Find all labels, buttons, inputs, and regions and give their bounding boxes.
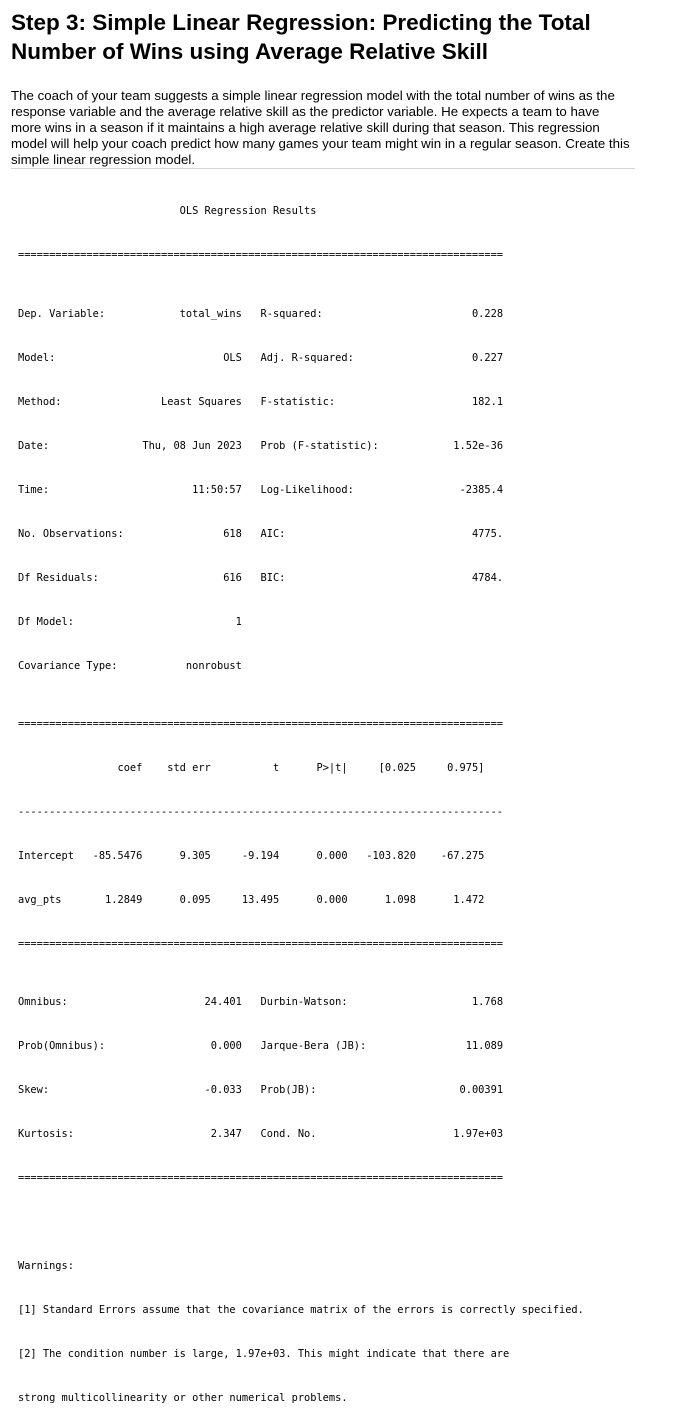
- diagnostic-row: [18, 1127, 584, 1142]
- info-value: total_wins: [142, 307, 242, 320]
- info-label: Date:: [18, 439, 143, 452]
- info-label: No. Observations:: [18, 527, 143, 540]
- info-label: Log-Likelihood:: [260, 483, 385, 496]
- coef-value: 0.000: [279, 849, 348, 862]
- double-rule: ==============================================================================: [18, 937, 504, 950]
- diag-value: -0.033: [142, 1084, 242, 1097]
- info-label: F-statistic:: [260, 395, 385, 408]
- diag-label: Jarque-Bera (JB):: [260, 1040, 385, 1053]
- info-label: R-squared:: [260, 307, 385, 320]
- diagnostic-row: [18, 995, 584, 1010]
- coef-value: 9.305: [142, 849, 211, 862]
- diag-label: Prob(Omnibus):: [18, 1040, 143, 1053]
- info-value: 4784.: [384, 571, 504, 584]
- coef-value: -67.275: [416, 849, 485, 862]
- info-value: 1: [142, 615, 242, 628]
- intro-paragraph: The coach of your team suggests a simple linear regression model with the total number of wins as the response variable and the average relative skill as the predictor variable. He expects a team to have more wins in a season if it maintains a high average relative skill during that season. This regression model will help your coach predict how many games your team might win in a regular season. Create this simple linear regression model.: [11, 88, 630, 168]
- info-label: Time:: [18, 483, 143, 496]
- coef-value: -85.5476: [80, 849, 143, 862]
- output-title: OLS Regression Results: [179, 205, 317, 218]
- info-value: 11:50:57: [142, 483, 242, 496]
- coef-value: 1.2849: [80, 893, 143, 906]
- info-value: Least Squares: [142, 395, 242, 408]
- coef-row: [18, 849, 584, 864]
- coef-row-name: Intercept: [18, 849, 81, 862]
- info-value: 182.1: [384, 395, 504, 408]
- info-value: OLS: [142, 351, 242, 364]
- diag-value: 0.000: [142, 1040, 242, 1053]
- info-value: 616: [142, 571, 242, 584]
- double-rule: ==============================================================================: [18, 1172, 504, 1185]
- info-value: 0.228: [384, 307, 504, 320]
- info-value: 1.52e-36: [384, 439, 504, 452]
- diag-label: Kurtosis:: [18, 1128, 143, 1141]
- coef-value: -103.820: [347, 849, 416, 862]
- diag-value: 11.089: [384, 1040, 504, 1053]
- diagnostic-row: [18, 1083, 584, 1098]
- diag-label: Durbin-Watson:: [260, 996, 385, 1009]
- warnings-title: Warnings:: [18, 1260, 74, 1273]
- info-label: Covariance Type:: [18, 659, 143, 672]
- info-value: 618: [142, 527, 242, 540]
- coef-row-name: avg_pts: [18, 893, 81, 906]
- coef-header: 0.975]: [416, 762, 485, 775]
- info-label: Prob (F-statistic):: [260, 439, 385, 452]
- coef-header: t: [210, 762, 280, 775]
- dashed-rule: ------------------------------------------------------------------------------: [18, 806, 504, 819]
- model-info-row: [18, 307, 584, 322]
- diag-value: 24.401: [142, 996, 242, 1009]
- warning-line: strong multicollinearity or other numerical problems.: [18, 1392, 348, 1405]
- warning-line: [1] Standard Errors assume that the covariance matrix of the errors is correctly specified.: [18, 1304, 584, 1317]
- info-label: Adj. R-squared:: [260, 351, 385, 364]
- info-label: AIC:: [260, 527, 385, 540]
- info-label: BIC:: [260, 571, 385, 584]
- coef-header-row: [18, 761, 584, 776]
- diagnostic-row: [18, 1039, 584, 1054]
- info-value: 0.227: [384, 351, 504, 364]
- model-info-row: [18, 571, 584, 586]
- output-title-row: [18, 204, 584, 219]
- coef-value: 0.095: [142, 893, 211, 906]
- diag-value: 0.00391: [384, 1084, 504, 1097]
- diag-value: 1.97e+03: [384, 1128, 504, 1141]
- section-heading: Step 3: Simple Linear Regression: Predicting the Total Number of Wins using Average Relative Skill: [11, 10, 591, 64]
- model-info-row: [18, 395, 584, 410]
- cell-divider: [11, 168, 635, 169]
- info-label: Dep. Variable:: [18, 307, 143, 320]
- coef-row: [18, 893, 584, 908]
- diag-value: 2.347: [142, 1128, 242, 1141]
- diag-label: Cond. No.: [260, 1128, 385, 1141]
- info-label: Df Residuals:: [18, 571, 143, 584]
- model-info-row: [18, 351, 584, 366]
- model-info-row: [18, 483, 584, 498]
- coef-header: [0.025: [347, 762, 416, 775]
- coef-header: std err: [142, 762, 211, 775]
- diag-value: 1.768: [384, 996, 504, 1009]
- info-label: Model:: [18, 351, 143, 364]
- coef-value: 1.472: [416, 893, 485, 906]
- coef-value: 0.000: [279, 893, 348, 906]
- model-info-row: [18, 439, 584, 454]
- coef-header: coef: [117, 762, 143, 775]
- diag-label: Skew:: [18, 1084, 143, 1097]
- model-info-row: [18, 615, 584, 630]
- info-value: nonrobust: [142, 659, 242, 672]
- coef-header: P>|t|: [279, 762, 348, 775]
- info-value: 4775.: [384, 527, 504, 540]
- model-info-row: [18, 527, 584, 542]
- info-label: Method:: [18, 395, 143, 408]
- info-label: Df Model:: [18, 615, 143, 628]
- coef-value: -9.194: [210, 849, 280, 862]
- diag-label: Prob(JB):: [260, 1084, 385, 1097]
- double-rule: ==============================================================================: [18, 249, 504, 262]
- regression-output: [18, 175, 584, 1420]
- info-value: -2385.4: [384, 483, 504, 496]
- coef-value: 1.098: [347, 893, 416, 906]
- diag-label: Omnibus:: [18, 996, 143, 1009]
- coef-value: 13.495: [210, 893, 280, 906]
- double-rule: ==============================================================================: [18, 718, 504, 731]
- warning-line: [2] The condition number is large, 1.97e+03. This might indicate that there are: [18, 1348, 510, 1361]
- model-info-row: [18, 659, 584, 674]
- info-value: Thu, 08 Jun 2023: [142, 439, 242, 452]
- blank-row: [18, 1215, 584, 1230]
